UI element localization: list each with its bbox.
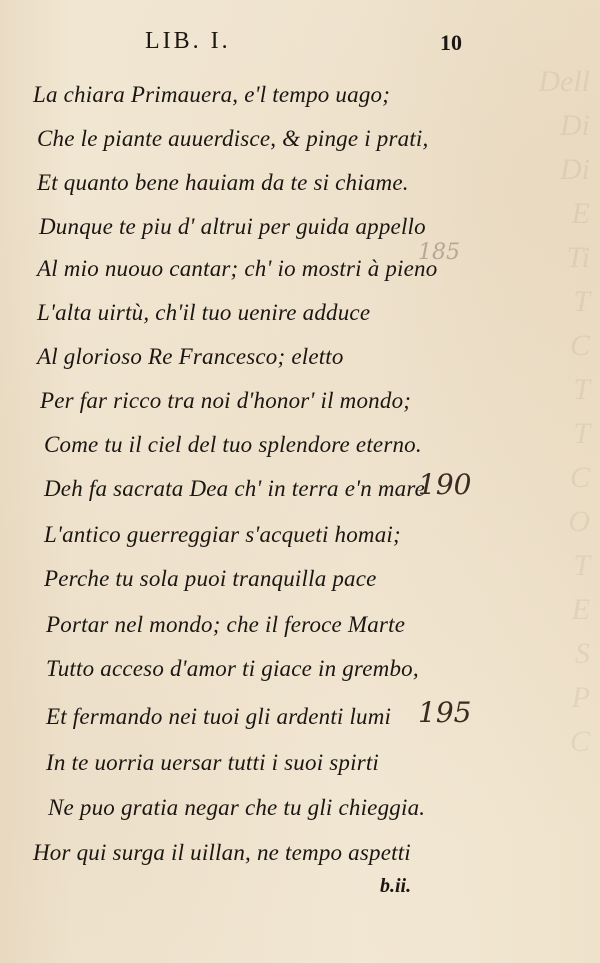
show-through-text: Dell Di Di E Ti T C T T C O T E S P C: [538, 65, 590, 758]
margin-line-number: 190: [418, 468, 472, 501]
verse-line: In te uorria uersar tutti i suoi spirti: [46, 750, 380, 775]
running-head: LIB. I.: [145, 28, 231, 54]
verse-line: Deh fa sacrata Dea ch' in terra e'n mare: [44, 476, 426, 501]
folio-number: 10: [440, 30, 462, 55]
margin-line-number: 185: [418, 240, 460, 265]
verse-line: Portar nel mondo; che il feroce Marte: [46, 612, 406, 637]
verse-line: Tutto acceso d'amor ti giace in grembo,: [46, 656, 419, 681]
verse-line: Al mio nuouo cantar; ch' io mostri à pieno: [37, 256, 438, 281]
verse-line: Che le piante auuerdisce, & pinge i prati,: [37, 126, 429, 151]
margin-line-number: 195: [418, 696, 472, 729]
verse-line: Al glorioso Re Francesco; eletto: [37, 344, 344, 369]
verse-line: L'antico guerreggiar s'acqueti homai;: [44, 522, 401, 547]
verse-line: Dunque te piu d' altrui per guida appello: [39, 214, 426, 239]
verse-line: La chiara Primauera, e'l tempo uago;: [33, 82, 391, 107]
verse-line: Hor qui surga il uillan, ne tempo aspetti: [33, 840, 411, 865]
signature-mark: b.ii.: [380, 875, 412, 897]
verse-line: Come tu il ciel del tuo splendore eterno.: [44, 432, 422, 457]
verse-line: Per far ricco tra noi d'honor' il mondo;: [40, 388, 412, 413]
verse-line: Ne puo gratia negar che tu gli chieggia.: [48, 795, 426, 820]
verse-line: Et quanto bene hauiam da te si chiame.: [37, 170, 409, 195]
verse-line: Perche tu sola puoi tranquilla pace: [44, 566, 377, 591]
verse-line: Et fermando nei tuoi gli ardenti lumi: [46, 704, 392, 729]
verse-line: L'alta uirtù, ch'il tuo uenire adduce: [37, 300, 371, 325]
